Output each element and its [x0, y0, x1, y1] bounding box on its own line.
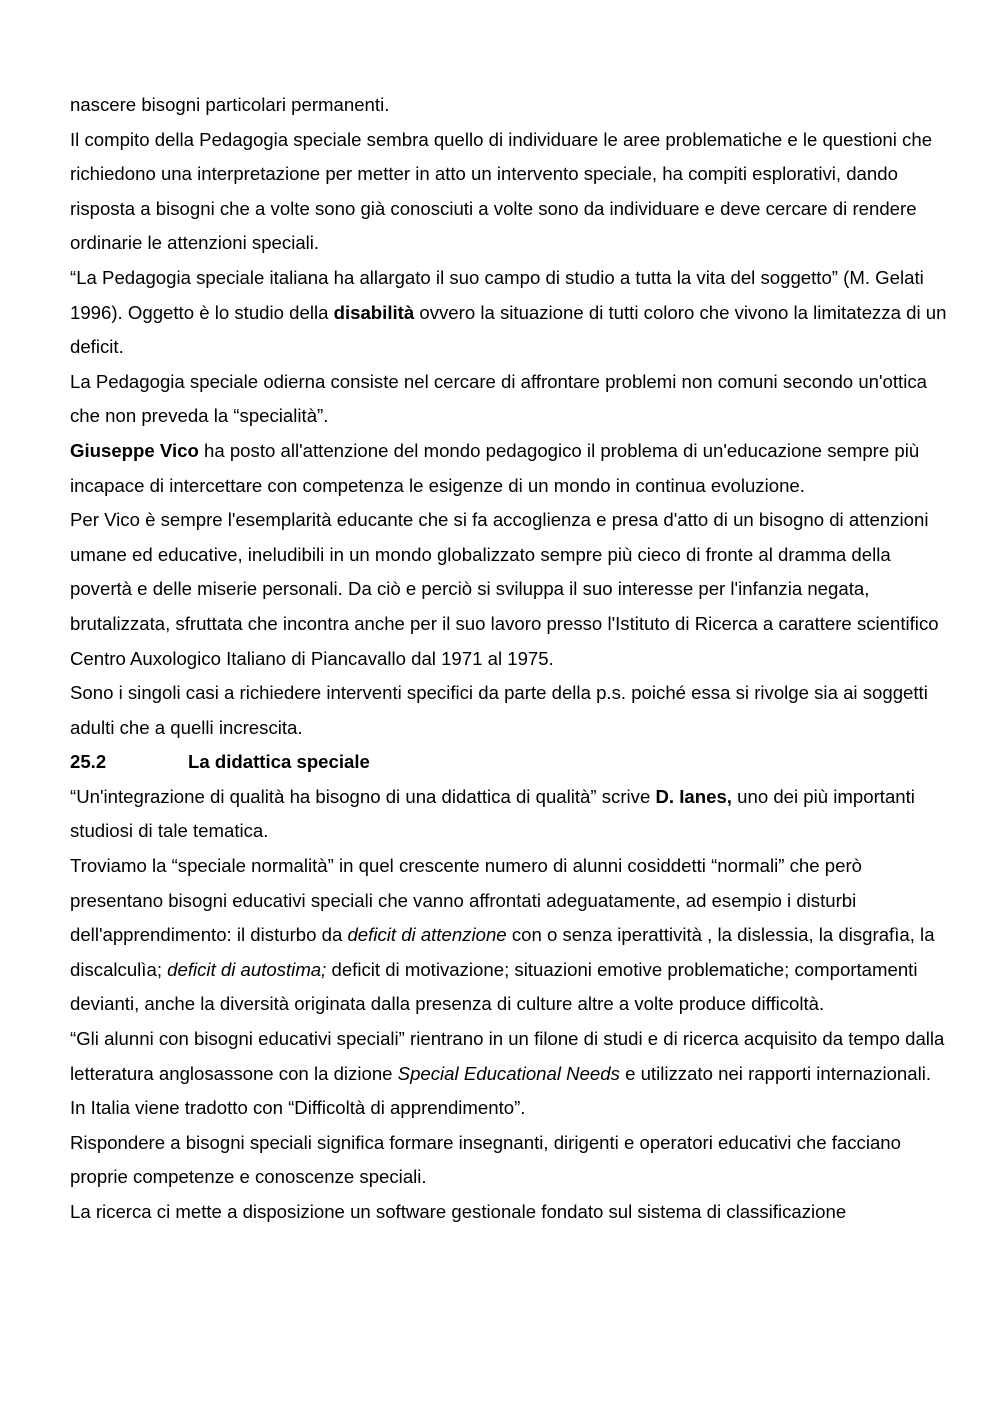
paragraph-vico: [70, 434, 950, 503]
text-run: deficit di motivazione; situazioni emotive problematiche; comportamenti devianti, anche la diversità originata dalla presenza di culture altre a volte produce difficoltà.: [70, 958, 918, 1015]
italic-term-sen: Special Educational Needs: [397, 1062, 620, 1084]
paragraph-continuation: nascere bisogni particolari permanenti.: [70, 94, 390, 115]
paragraph-pedagogy-task: Il compito della Pedagogia speciale sembra quello di individuare le aree problematiche e le questioni che richiedono una interpretazione per metter in atto un intervento speciale, ha compiti esplorativi, dando risposta a bisogni che a volte sono già conosciuti a volte sono da individuare e deve cercare di rendere ordinarie le attenzioni speciali.: [70, 128, 933, 254]
text-run: uno dei più importanti studiosi di tale tematica.: [70, 785, 915, 842]
paragraph-ianes-quote: [70, 780, 950, 849]
text-run: e utilizzato nei rapporti internazionali. In Italia viene tradotto con “Difficoltà di apprendimento”.: [70, 1062, 932, 1119]
paragraph-training: Rispondere a bisogni speciali significa formare insegnanti, dirigenti e operatori educativi che facciano proprie competenze e conoscenze speciali.: [70, 1131, 901, 1188]
text-run: “Un'integrazione di qualità ha bisogno di una didattica di qualità” scrive: [70, 785, 656, 807]
bold-term-disability: disabilità: [333, 301, 415, 323]
text-run: ovvero la situazione di tutti coloro che vivono la limitatezza di un deficit.: [70, 301, 947, 358]
section-title: La didattica speciale: [188, 751, 370, 773]
italic-term-self-esteem-deficit: deficit di autostima;: [167, 958, 327, 980]
text-run: ha posto all'attenzione del mondo pedagogico il problema di un'educazione sempre più incapace di intercettare con competenza le esigenze di un mondo in continua evoluzione.: [70, 439, 920, 496]
paragraph-single-cases: Sono i singoli casi a richiedere interventi specifici da parte della p.s. poiché essa si rivolge sia ai soggetti adulti che a quelli increscita.: [70, 682, 928, 738]
text-run: “La Pedagogia speciale italiana ha allargato il suo campo di studio a tutta la vita del soggetto” (M. Gelati 1996). Oggetto è lo studio della: [70, 266, 924, 323]
paragraph-sen: [70, 1022, 950, 1126]
italic-term-attention-deficit: deficit di attenzione: [347, 924, 507, 946]
section-heading: [70, 745, 950, 780]
text-run: Troviamo la “speciale normalità” in quel crescente numero di alunni cosiddetti “normali” che però presentano bisogni educativi speciali che vanno affrontati adeguatamente, ad esempio i disturbi dell'apprendimento: il disturbo da: [70, 855, 862, 946]
text-run: con o senza iperattività , la dislessia, la disgrafìa, la discalculìa;: [70, 924, 935, 980]
bold-name-vico: Giuseppe Vico: [70, 439, 199, 461]
document-page: [70, 88, 950, 1230]
paragraph-vico-exemplarity: Per Vico è sempre l'esemplarità educante che si fa accoglienza e presa d'atto di un bisogno di attenzioni umane ed educative, ineludibili in un mondo globalizzato sempre più cieco di fronte al dramma della povertà e delle miserie personali. Da ciò e perciò si sviluppa il suo interesse per l'infanzia negata, brutalizzata, sfruttata che incontra anche per il suo lavoro presso l'Istituto di Ricerca a carattere scientifico Centro Auxologico Italiano di Piancavallo dal 1971 al 1975.: [70, 509, 939, 669]
paragraph-modern-pedagogy: La Pedagogia speciale odierna consiste nel cercare di affrontare problemi non comuni secondo un'ottica che non preveda la “specialità”.: [70, 370, 927, 427]
paragraph-special-normality: [70, 849, 950, 1022]
text-run: “Gli alunni con bisogni educativi speciali” rientrano in un filone di studi e di ricerca acquisito da tempo dalla letteratura anglosassone con la dizione: [70, 1028, 945, 1084]
bold-name-ianes: D. Ianes,: [655, 785, 732, 807]
paragraph-research-software: La ricerca ci mette a disposizione un software gestionale fondato sul sistema di classificazione: [70, 1201, 847, 1222]
paragraph-gelati-quote: [70, 261, 950, 365]
section-number: 25.2: [70, 751, 107, 773]
